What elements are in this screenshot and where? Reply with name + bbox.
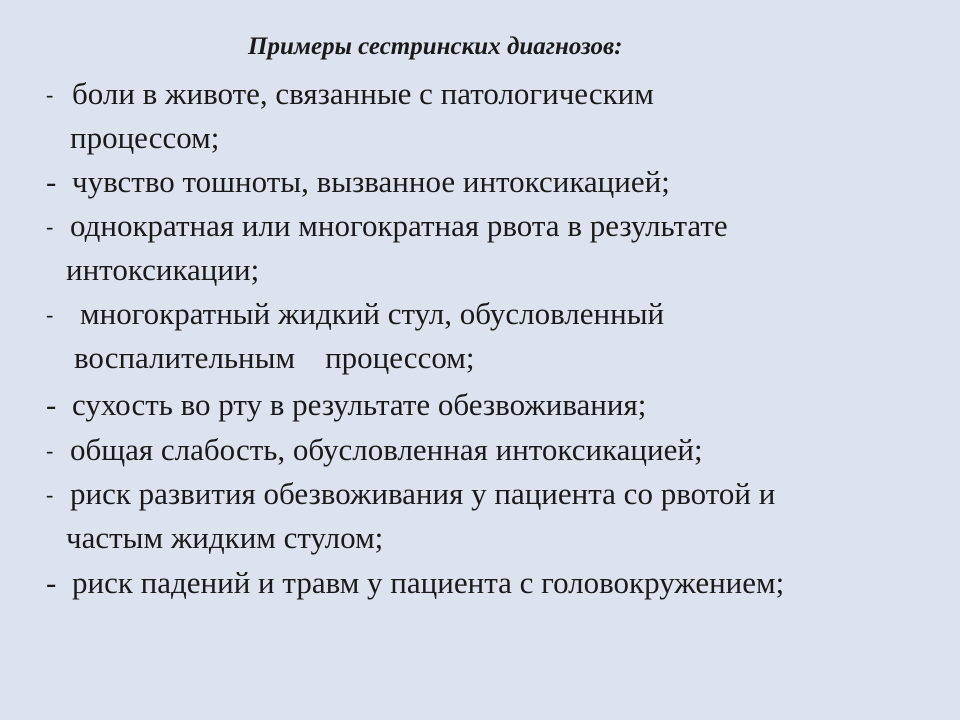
diagnosis-line: многократный жидкий стул, обусловленный [80,296,665,331]
bullet-marker: - [46,214,54,239]
bullet-marker: - [46,387,57,422]
bullet-marker: - [46,482,54,507]
diagnosis-line: однократная или многократная рвота в результате [70,208,728,243]
bullet-marker: - [46,565,57,600]
bullet-marker: - [46,82,54,107]
slide-title: Примеры сестринских диагнозов: [248,33,623,60]
diagnosis-line: частым жидким стулом; [66,520,384,555]
diagnosis-line: риск развития обезвоживания у пациента со рвотой и [70,476,776,511]
diagnosis-line: чувство тошноты, вызванное интоксикацией; [72,164,670,199]
diagnosis-line: воспалительным [74,340,296,375]
bullet-marker: - [46,302,54,327]
diagnosis-line: процессом; [325,340,475,375]
diagnosis-line: общая слабость, обусловленная интоксикацией; [70,432,703,467]
diagnosis-line: риск падений и травм у пациента с головокружением; [72,565,785,600]
diagnosis-line: боли в животе, связанные с патологическим [72,76,654,111]
bullet-marker: - [46,164,57,199]
diagnosis-line-group [74,340,474,376]
diagnosis-line: интоксикации; [66,252,260,287]
bullet-marker: - [46,438,54,463]
diagnosis-line: сухость во рту в результате обезвоживания; [72,387,647,422]
diagnosis-line: процессом; [70,120,220,155]
